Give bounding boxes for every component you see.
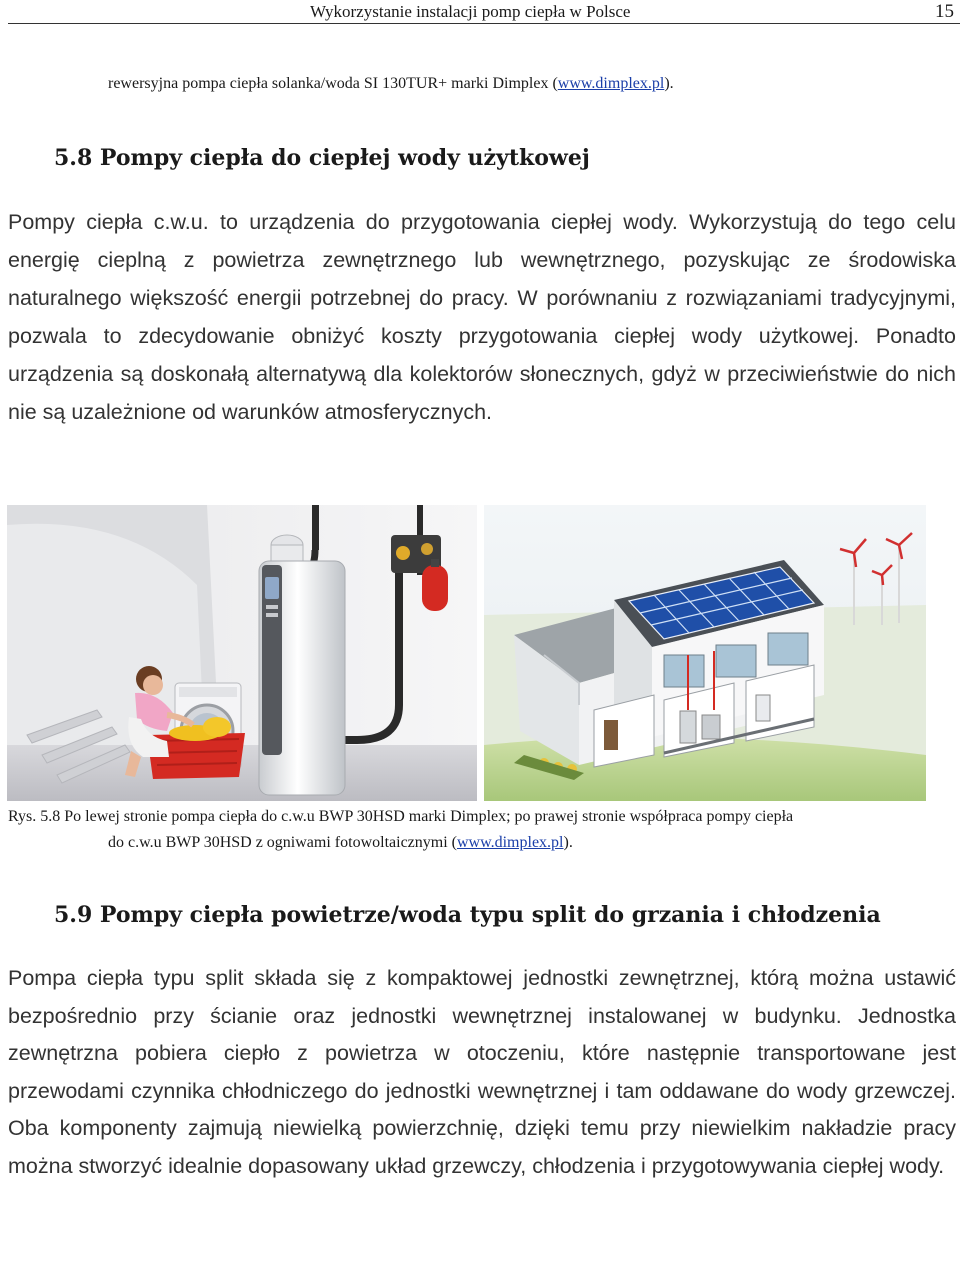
running-title: Wykorzystanie instalacji pomp ciepła w Polsce (310, 2, 631, 21)
continuation-suffix: ). (664, 75, 674, 92)
heat-pump-laundry-photo (7, 505, 477, 801)
caption-text: do c.w.u BWP 30HSD z ogniwami fotowoltaicznymi ( (108, 834, 457, 851)
dimplex-link[interactable]: www.dimplex.pl (557, 75, 665, 92)
section-paragraph-5-9: Pompa ciepła typu split składa się z kompaktowej jednostki zewnętrznej, którą można ustawić bezpośrednio przy ścianie oraz jednostki wewnętrznej instalowanej w budynku. Jednostka zewnętrzna pobiera ciepło z powietrza w otoczeniu, które następnie transportowane jest przewodami czynnika chłodniczego do jednostki wewnętrznej i tam oddawane do wody grzewczej. Oba komponenty zajmują niewielką powierzchnię, dzięki temu przy niewielkim nakładzie pracy można stworzyć idealnie dopasowany układ grzewczy, chłodzenia i przygotowywania ciepłej wody. (8, 966, 956, 1178)
continuation-line (108, 75, 674, 93)
continuation-text: rewersyjna pompa ciepła solanka/woda SI 130TUR+ marki Dimplex ( (108, 75, 558, 92)
caption-suffix: ). (563, 834, 573, 851)
section-paragraph-5-8: Pompy ciepła c.w.u. to urządzenia do przygotowania ciepłej wody. Wykorzystują do tego celu energię cieplną z powietrza zewnętrznego lub wewnętrznego, pozyskując ze środowiska naturalnego większość energii potrzebnej do pracy. W porównaniu z rozwiązaniami tradycyjnymi, pozwala to zdecydowanie obniżyć koszty przygotowania ciepłej wody użytkowej. Ponadto urządzenia są doskonałą alternatywą dla kolektorów słonecznych, gdyż w przeciwieństwie do nich nie są uzależnione od warunków atmosferycznych. (8, 210, 956, 424)
page-number: 15 (935, 1, 954, 22)
section-heading-5-9: 5.9 Pompy ciepła powietrze/woda typu split do grzania i chłodzenia (54, 902, 881, 928)
section-heading-5-8: 5.8 Pompy ciepła do ciepłej wody użytkowej (54, 145, 590, 171)
figure-caption-line1: Rys. 5.8 Po lewej stronie pompa ciepła do c.w.u BWP 30HSD marki Dimplex; po prawej stronie współpraca pompy ciepła (8, 808, 794, 825)
figure-caption-line2 (108, 834, 573, 852)
caption-dimplex-link[interactable]: www.dimplex.pl (456, 834, 564, 851)
running-header (8, 0, 960, 24)
house-photovoltaic-illustration (484, 505, 926, 801)
